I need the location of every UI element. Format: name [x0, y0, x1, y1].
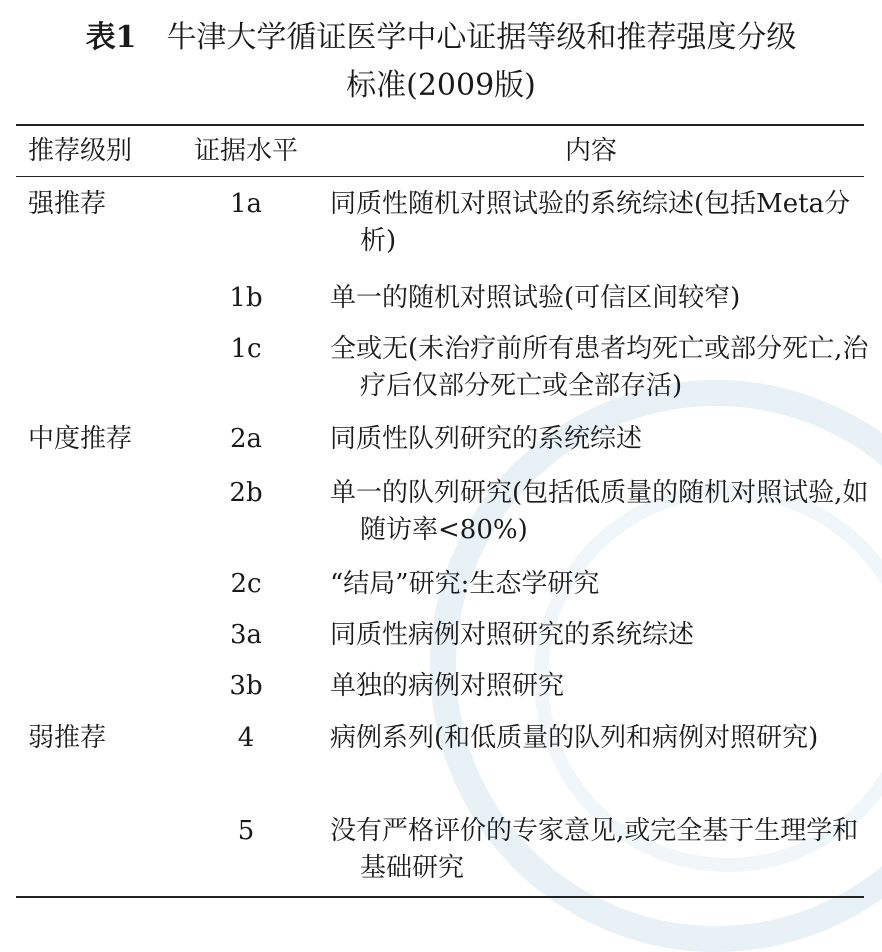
table-bottom-rule [16, 896, 864, 898]
header-grade: 推荐级别 [28, 136, 133, 166]
level-3b: 3b [229, 671, 263, 701]
content-1b: 单一的随机对照试验(可信区间较窄) [330, 283, 741, 313]
content-4: 病例系列(和低质量的队列和病例对照研究) [330, 723, 819, 753]
level-1b: 1b [229, 283, 263, 313]
table-header-rule [16, 176, 864, 177]
grade-strong: 强推荐 [28, 189, 107, 219]
table-label: 表1 [85, 20, 137, 55]
level-1a: 1a [229, 189, 263, 219]
grade-moderate: 中度推荐 [28, 424, 133, 454]
level-2b: 2b [229, 478, 263, 508]
content-2a: 同质性队列研究的系统综述 [330, 424, 643, 454]
level-2c: 2c [230, 569, 262, 599]
content-3a: 同质性病例对照研究的系统综述 [330, 620, 695, 650]
content-2b: 单一的队列研究(包括低质量的随机对照试验,如随访率<80%) [330, 478, 869, 545]
table-title-line1: 牛津大学循证医学中心证据等级和推荐强度分级 [166, 20, 797, 55]
content-5: 没有严格评价的专家意见,或完全基于生理学和基础研究 [330, 816, 859, 883]
header-level: 证据水平 [193, 136, 298, 166]
grade-weak: 弱推荐 [28, 723, 107, 753]
content-2c: “结局”研究:生态学研究 [330, 569, 600, 599]
level-5: 5 [237, 816, 255, 846]
table-title [0, 14, 882, 110]
level-1c: 1c [230, 334, 262, 364]
content-1a: 同质性随机对照试验的系统综述(包括Meta分析) [330, 189, 851, 256]
content-3b: 单独的病例对照研究 [330, 671, 565, 701]
level-2a: 2a [229, 424, 263, 454]
content-1c: 全或无(未治疗前所有患者均死亡或部分死亡,治疗后仅部分死亡或全部存活) [330, 334, 869, 401]
level-3a: 3a [229, 620, 263, 650]
table-top-rule [16, 124, 864, 126]
table-title-line2: 标准(2009版) [346, 68, 536, 103]
header-content: 内容 [564, 136, 617, 166]
level-4: 4 [237, 723, 255, 753]
